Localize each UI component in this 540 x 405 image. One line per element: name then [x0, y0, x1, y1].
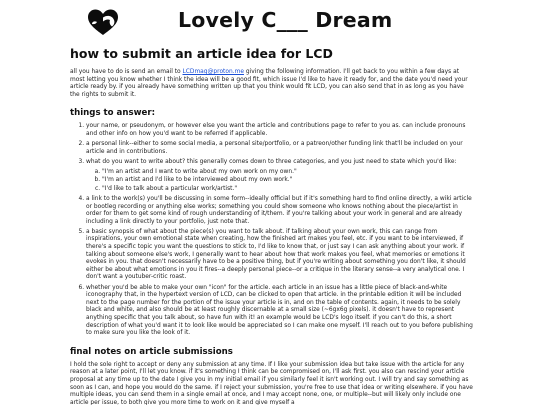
final-notes-paragraph: I hold the sole right to accept or deny any submission at any time. If I like your submission idea but take issue with the article for any reason at a later point, I'll let you know. if it's something I think can be compromised on, I'll ask first. you also can rescind your article proposal at any time up to the date I give you in my initial email if you similarly feel it isn't working out. I will try and say something as soon as I can, and hope you would do the same. if I reject your submission, you're free to use that idea or writing elsewhere. if you have multiple ideas, you can send them in a single email at once, and I may accept none, one, or multiple--but will likely only include one article per issue, to both give you more time to work on it and give myself a: [70, 361, 473, 405]
step-text: a link to the work(s) you'll be discussing in some form--ideally official but if it's something hard to find online directly, a wiki article or bootleg recording or anything else works; something you could show someone who knows nothing about the piece/artist in order for them to get some kind of rough understanding of it/them. if you're talking about your work in general and are already including a link directly to your portfolio, just note that.: [86, 195, 472, 225]
page-title: how to submit an article idea for LCD: [70, 46, 333, 61]
main-content: [70, 46, 474, 405]
list-item: [86, 285, 474, 338]
steps-list: [70, 123, 474, 337]
sublist-item: c. "I'd like to talk about a particular work/artist.": [102, 186, 474, 194]
site-title[interactable]: Lovely C___ Dream: [178, 8, 393, 32]
section-heading-final-notes: final notes on article submissions: [70, 346, 233, 357]
intro-text-after: giving the following information. I'll get back to you within a few days at most letting you know whether I think the idea will be a good fit, which issue I'd like to have it ready for, and the date you'd need your article ready by. if you already have something written up that you think would fit LCD, you can also send that in as long as you have the rights to submit it.: [70, 69, 468, 98]
list-item: [86, 229, 474, 282]
list-item: [86, 196, 474, 226]
category-sublist: [86, 169, 474, 194]
step-text: what do you want to write about? this generally comes down to three categories, and you just need to state which you'd like:: [86, 158, 457, 165]
site-header: [0, 0, 540, 44]
step-text: a basic synopsis of what about the piece(s) you want to talk about. if talking about your own work, this can range from inspirations, your own emotional state when creating, how the finished art makes you feel, etc. if you want to be interviewed, if there's a specific topic you want the questions to stick to, I'd like to know that, or just say I can ask anything about your work. if talking about someone else's work, I generally want to hear about how that work makes you feel, what memories or emotions it evokes in you. that doesn't necessarily have to be a positive thing, but if you're writing about something you don't like, it should either be about what emotions in you it fires--a deeply personal piece--or a critique in the literary sense--a very analytical one. I don't want a youtuber-critic roast.: [86, 228, 466, 281]
section-heading-answer: things to answer:: [70, 108, 156, 119]
step-text: your name, or pseudonym, or however else you want the article and contributions page to refer to you as. can include pronouns and other info on how you'd want to be referred if applicable.: [86, 123, 466, 137]
intro-text-before: all you have to do is send an email to: [70, 69, 183, 75]
step-text: whether you'd be able to make your own "icon" for the article. each article in an issue has a little piece of black-and-white iconography that, in the hypertext version of LCD, can be clicked to open that article. in the printable edition it will be included next to the page number for the portion of the issue your article is in, and on the table of contents. again, it needs to be solely black and white, and also should be at least roughly discernable at a small size (~6gx6g pixels). it doesn't have to represent anything specific that you talk about, so have fun with it! an example would be LCD's logo itself. if you can't do this, a short description of what you'd want it to look like would be appreciated so I can make one myself. I'll reach out to you before publishing to make sure you like the look of it.: [86, 284, 473, 337]
list-item: [86, 141, 474, 156]
sublist-item: b. "I'm an artist and I'd like to be interviewed about my own work.": [102, 177, 474, 185]
list-item: [86, 123, 474, 138]
list-item: [86, 159, 474, 193]
email-link[interactable]: LCDmag@proton.me: [182, 69, 244, 75]
intro-paragraph: [70, 69, 474, 99]
sublist-item: a. "I'm an artist and I want to write about my own work on my own.": [102, 169, 474, 177]
heart-logo-icon[interactable]: [86, 8, 120, 36]
step-text: a personal link--either to some social media, a personal site/portfolio, or a patreon/other funding link that'll be included on your article and in contributions.: [86, 141, 463, 155]
